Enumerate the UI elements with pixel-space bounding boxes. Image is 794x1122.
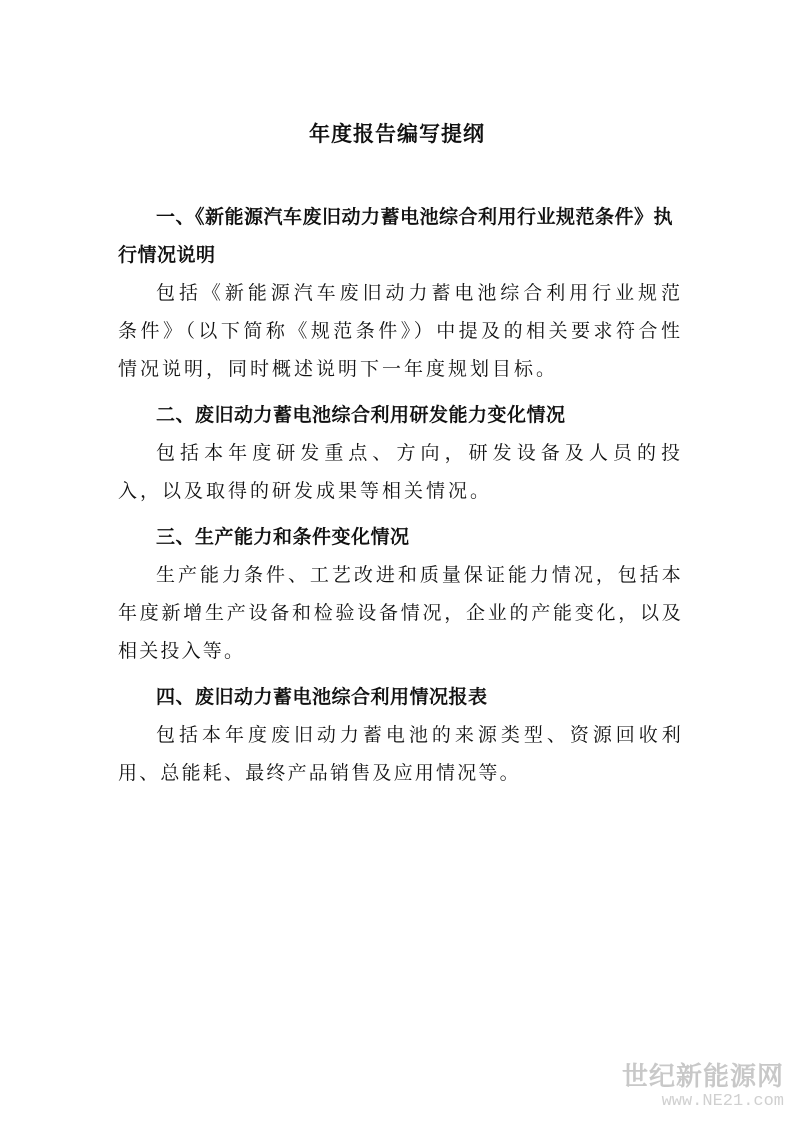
watermark-site-name: 世纪新能源网 <box>621 1062 784 1092</box>
section-2-body: 包括本年度研发重点、方向，研发设备及人员的投入，以及取得的研发成果等相关情况。 <box>118 442 683 502</box>
section-1-body: 包括《新能源汽车废旧动力蓄电池综合利用行业规范条件》（以下简称《规范条件》）中提及的相关要求符合性情况说明，同时概述说明下一年度规划目标。 <box>118 282 683 380</box>
section-2-heading: 二、废旧动力蓄电池综合利用研发能力变化情况 <box>156 404 566 426</box>
section-4-body: 包括本年度废旧动力蓄电池的来源类型、资源回收利用、总能耗、最终产品销售及应用情况等。 <box>118 724 683 784</box>
section-3-body: 生产能力条件、工艺改进和质量保证能力情况，包括本年度新增生产设备和检验设备情况，企业的产能变化，以及相关投入等。 <box>118 564 683 662</box>
watermark-url: www.NE21.com <box>661 1092 784 1111</box>
section-2 <box>118 396 683 510</box>
document-body <box>118 198 683 800</box>
section-4-heading: 四、废旧动力蓄电池综合利用情况报表 <box>156 686 488 708</box>
section-1-heading: 一、《新能源汽车废旧动力蓄电池综合利用行业规范条件》执行情况说明 <box>118 206 674 266</box>
section-3-heading: 三、生产能力和条件变化情况 <box>156 526 410 548</box>
section-3 <box>118 518 683 670</box>
document-title: 年度报告编写提纲 <box>309 122 485 146</box>
section-1 <box>118 198 683 388</box>
section-4 <box>118 678 683 792</box>
site-watermark <box>584 1062 784 1112</box>
